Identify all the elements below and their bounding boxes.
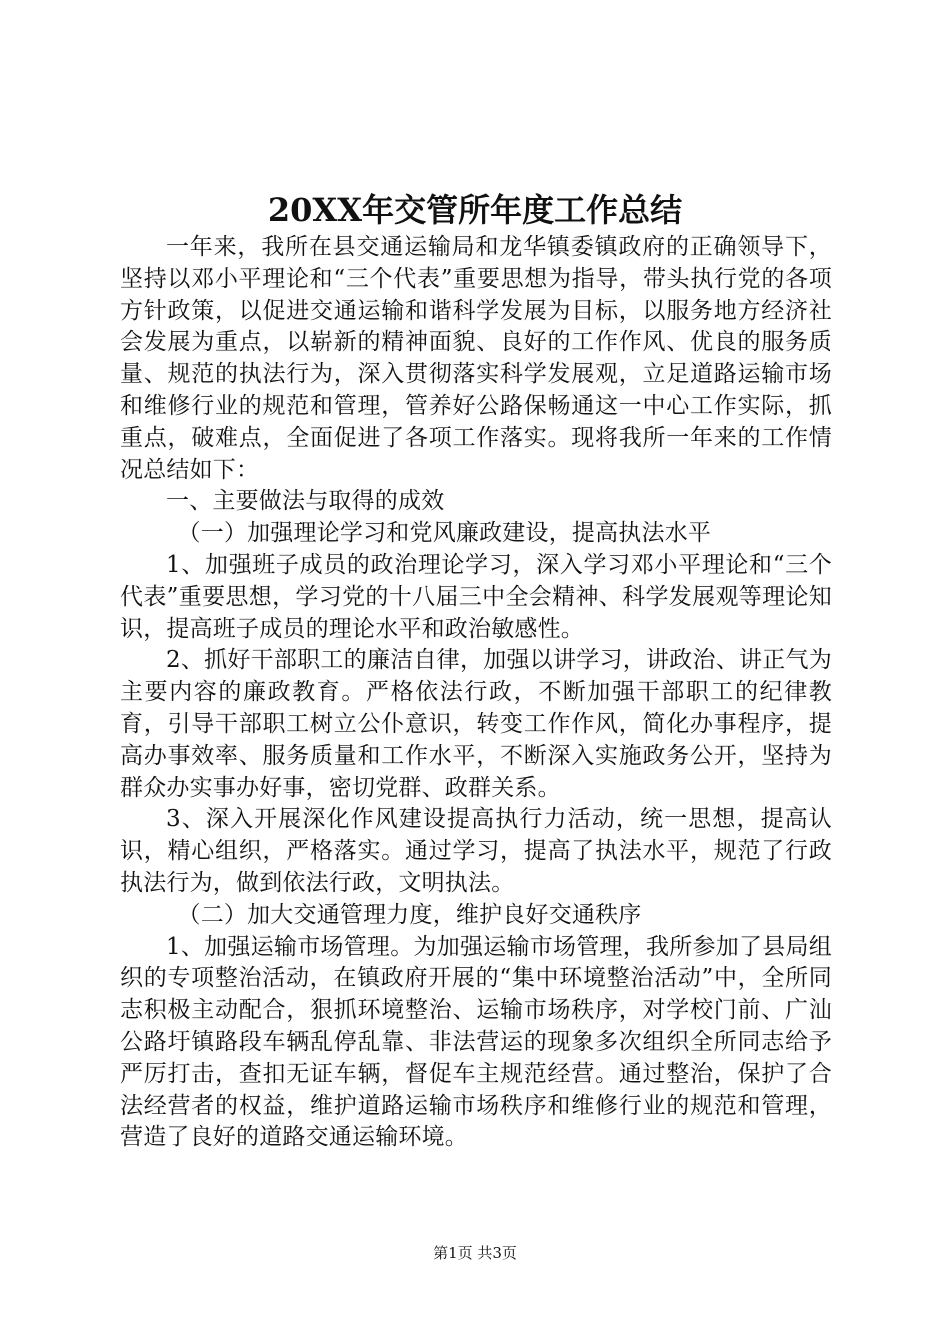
document-body <box>120 232 832 1154</box>
document-title: 20XX年交管所年度工作总结 <box>267 191 683 229</box>
page-footer: 第1页 共3页 <box>433 1244 517 1262</box>
subsection-heading-2: （二）加大交通管理力度，维护良好交通秩序 <box>177 901 642 928</box>
section-heading-1: 一、主要做法与取得的成效 <box>166 488 445 515</box>
paragraph-item-2-1: 1、加强运输市场管理。为加强运输市场管理，我所参加了县局组织的专项整治活动，在镇政府开展的“集中环境整治活动”中，全所同志积极主动配合，狠抓环境整治、运输市场秩序，对学校门前、广汕公路圩镇路段车辆乱停乱靠、非法营运的现象多次组织全所同志给予严厉打击，查扣无证车辆，督促车主规范经营。通过整治，保护了合法经营者的权益，维护道路运输市场秩序和维修行业的规范和管理，营造了良好的道路交通运输环境。 <box>120 933 832 1151</box>
paragraph-intro: 一年来，我所在县交通运输局和龙华镇委镇政府的正确领导下，坚持以邓小平理论和“三个代表”重要思想为指导，带头执行党的各项方针政策，以促进交通运输和谐科学发展为目标，以服务地方经济社会发展为重点，以崭新的精神面貌、良好的工作作风、优良的服务质量、规范的执法行为，深入贯彻落实科学发展观，立足道路运输市场和维修行业的规范和管理，管养好公路保畅通这一中心工作实际，抓重点，破难点，全面促进了各项工作落实。现将我所一年来的工作情况总结如下： <box>120 234 832 483</box>
subsection-heading-1: （一）加强理论学习和党风廉政建设，提高执法水平 <box>177 520 712 547</box>
paragraph-item-1-2: 2、抓好干部职工的廉洁自律，加强以讲学习，讲政治、讲正气为主要内容的廉政教育。严格依法行政，不断加强干部职工的纪律教育，引导干部职工树立公仆意识，转变工作作风，简化办事程序，提高办事效率、服务质量和工作水平，不断深入实施政务公开，坚持为群众办实事办好事，密切党群、政群关系。 <box>120 647 832 801</box>
paragraph-item-1-3: 3、深入开展深化作风建设提高执行力活动，统一思想，提高认识，精心组织，严格落实。通过学习，提高了执法水平，规范了行政执法行为，做到依法行政，文明执法。 <box>120 806 832 896</box>
paragraph-item-1-1: 1、加强班子成员的政治理论学习，深入学习邓小平理论和“三个代表”重要思想，学习党的十八届三中全会精神、科学发展观等理论知识，提高班子成员的理论水平和政治敏感性。 <box>120 551 832 642</box>
